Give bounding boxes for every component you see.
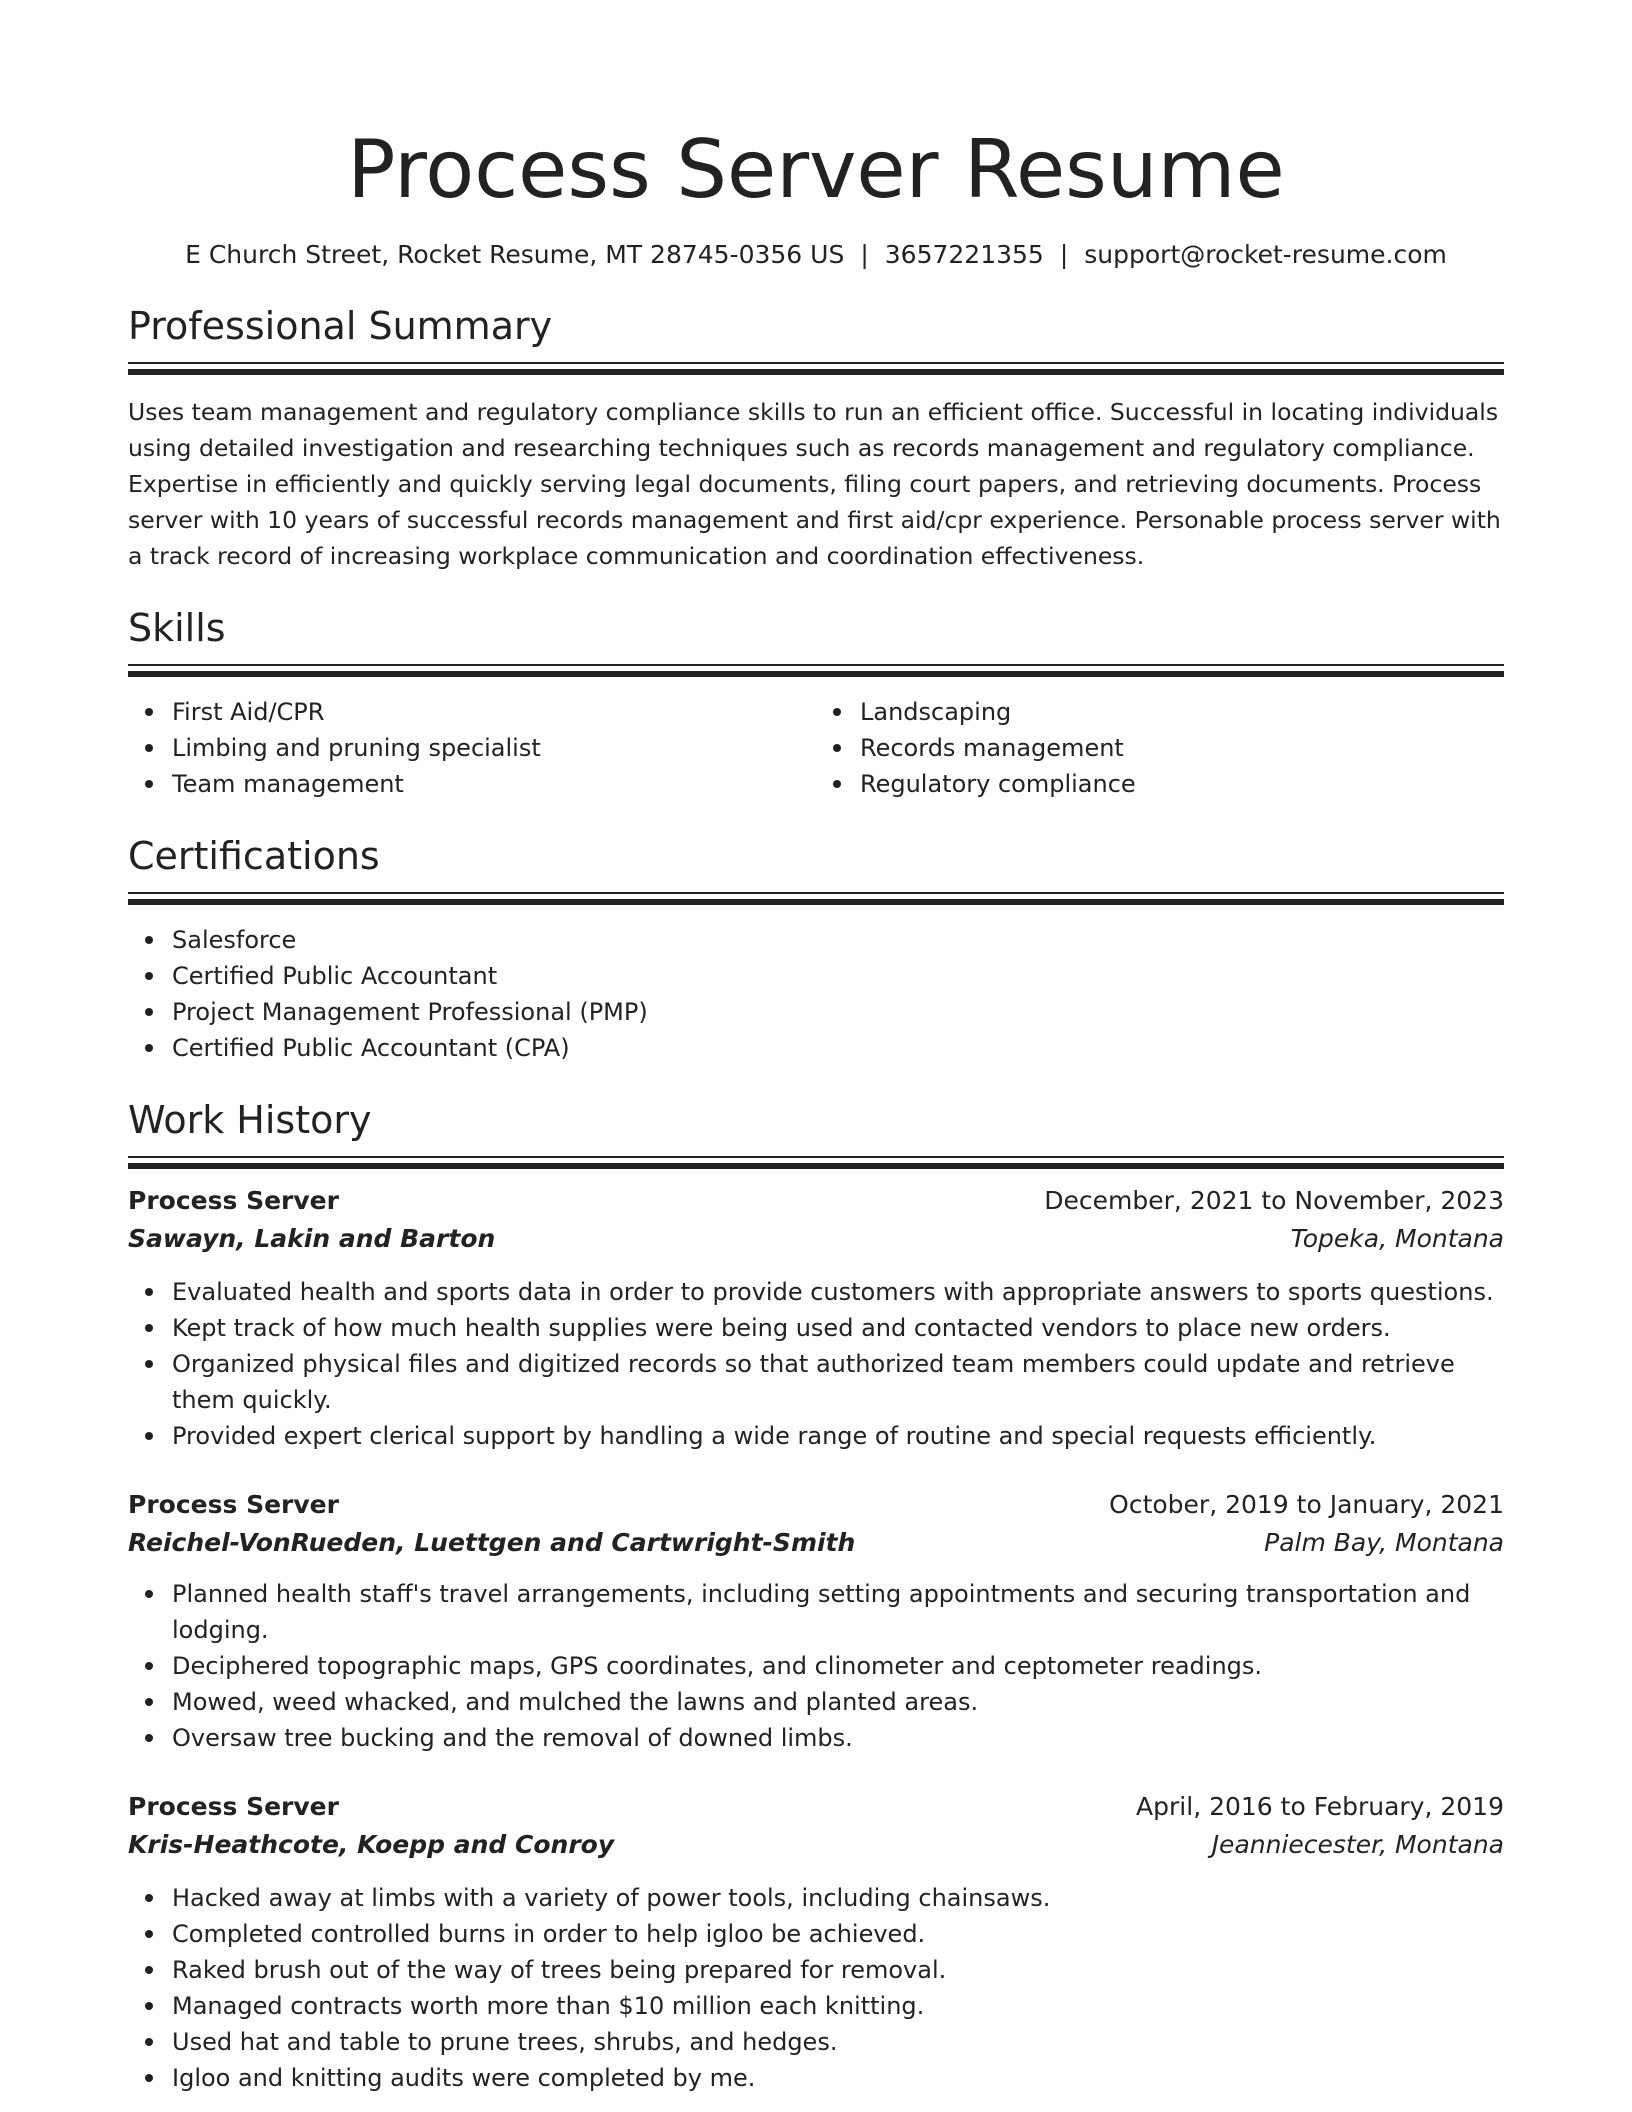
section-title-summary: Professional Summary	[128, 304, 553, 348]
job-bullet: Raked brush out of the way of trees being prepared for removal.	[172, 1952, 1504, 1988]
skill-item: Landscaping	[860, 694, 1504, 730]
job-title: Process Server	[128, 1186, 339, 1215]
certification-item: Salesforce	[172, 922, 1504, 958]
job-dates: October, 2019 to January, 2021	[1109, 1490, 1504, 1519]
job-company: Reichel-VonRueden, Luettgen and Cartwright-Smith	[128, 1528, 856, 1557]
job-company: Kris-Heathcote, Koepp and Conroy	[128, 1830, 615, 1859]
contact-email: support@rocket-resume.com	[1084, 240, 1447, 269]
certifications-section	[128, 832, 1504, 1066]
skills-grid	[128, 694, 1504, 802]
job-bullet: Deciphered topographic maps, GPS coordinates, and clinometer and ceptometer readings.	[172, 1648, 1504, 1684]
skill-item: Limbing and pruning specialist	[172, 730, 816, 766]
job-entry	[128, 1182, 1504, 1454]
contact-separator: |	[1059, 240, 1069, 269]
skills-list-left	[128, 694, 816, 802]
skill-item: Regulatory compliance	[860, 766, 1504, 802]
certification-item: Certified Public Accountant	[172, 958, 1504, 994]
skills-section	[128, 604, 1504, 802]
certification-item: Certified Public Accountant (CPA)	[172, 1030, 1504, 1066]
contact-address: E Church Street, Rocket Resume, MT 28745-0356 US	[185, 240, 845, 269]
section-divider	[128, 1156, 1504, 1164]
job-bullet: Mowed, weed whacked, and mulched the lawns and planted areas.	[172, 1684, 1504, 1720]
section-divider	[128, 892, 1504, 900]
job-bullets	[128, 1880, 1504, 2096]
job-bullet: Organized physical files and digitized records so that authorized team members could update and retrieve them quickly.	[172, 1346, 1504, 1418]
job-header-row	[128, 1486, 1504, 1524]
summary-section	[128, 302, 1504, 574]
job-bullet: Provided expert clerical support by handling a wide range of routine and special requests efficiently.	[172, 1418, 1504, 1454]
resume-page	[128, 0, 1504, 2096]
job-bullet: Evaluated health and sports data in order to provide customers with appropriate answers to sports questions.	[172, 1274, 1504, 1310]
skill-item: Team management	[172, 766, 816, 802]
job-location: Jeanniecester, Montana	[1211, 1830, 1504, 1859]
section-divider	[128, 664, 1504, 672]
skill-item: First Aid/CPR	[172, 694, 816, 730]
job-header-row	[128, 1788, 1504, 1826]
job-bullet: Used hat and table to prune trees, shrubs, and hedges.	[172, 2024, 1504, 2060]
job-bullets	[128, 1274, 1504, 1454]
contact-separator: |	[860, 240, 869, 269]
job-header-row	[128, 1182, 1504, 1220]
job-company-row	[128, 1826, 1504, 1864]
job-title: Process Server	[128, 1792, 339, 1821]
job-company-row	[128, 1524, 1504, 1562]
job-bullet: Kept track of how much health supplies were being used and contacted vendors to place new orders.	[172, 1310, 1504, 1346]
contact-line	[128, 238, 1504, 272]
section-title-skills: Skills	[128, 606, 226, 650]
work-history-section	[128, 1096, 1504, 2096]
job-title: Process Server	[128, 1490, 339, 1519]
job-bullet: Igloo and knitting audits were completed by me.	[172, 2060, 1504, 2096]
section-title-work-history: Work History	[128, 1098, 372, 1142]
section-title-certifications: Certifications	[128, 834, 380, 878]
job-bullet: Completed controlled burns in order to help igloo be achieved.	[172, 1916, 1504, 1952]
job-company-row	[128, 1220, 1504, 1258]
job-bullets	[128, 1576, 1504, 1756]
summary-text: Uses team management and regulatory compliance skills to run an efficient office. Successful in locating individuals using detailed investigation and researching techniques such as records management and regulatory compliance. Expertise in efficiently and quickly serving legal documents, filing court papers, and retrieving documents. Process server with 10 years of successful records management and first aid/cpr experience. Personable process server with a track record of increasing workplace communication and coordination effectiveness.	[128, 398, 1501, 570]
job-bullet: Planned health staff's travel arrangements, including setting appointments and securing transportation and lodging.	[172, 1576, 1504, 1648]
skills-list-right	[816, 694, 1504, 802]
job-location: Topeka, Montana	[1290, 1224, 1504, 1253]
resume-title: Process Server Resume	[347, 123, 1285, 216]
job-dates: April, 2016 to February, 2019	[1136, 1792, 1504, 1821]
job-location: Palm Bay, Montana	[1264, 1528, 1504, 1557]
contact-phone: 3657221355	[884, 240, 1044, 269]
skill-item: Records management	[860, 730, 1504, 766]
job-bullet: Oversaw tree bucking and the removal of downed limbs.	[172, 1720, 1504, 1756]
certifications-list	[128, 922, 1504, 1066]
section-divider	[128, 362, 1504, 370]
job-dates: December, 2021 to November, 2023	[1044, 1186, 1504, 1215]
job-entry	[128, 1788, 1504, 2096]
job-company: Sawayn, Lakin and Barton	[128, 1224, 496, 1253]
certification-item: Project Management Professional (PMP)	[172, 994, 1504, 1030]
job-bullet: Hacked away at limbs with a variety of power tools, including chainsaws.	[172, 1880, 1504, 1916]
job-bullet: Managed contracts worth more than $10 million each knitting.	[172, 1988, 1504, 2024]
job-entry	[128, 1486, 1504, 1756]
